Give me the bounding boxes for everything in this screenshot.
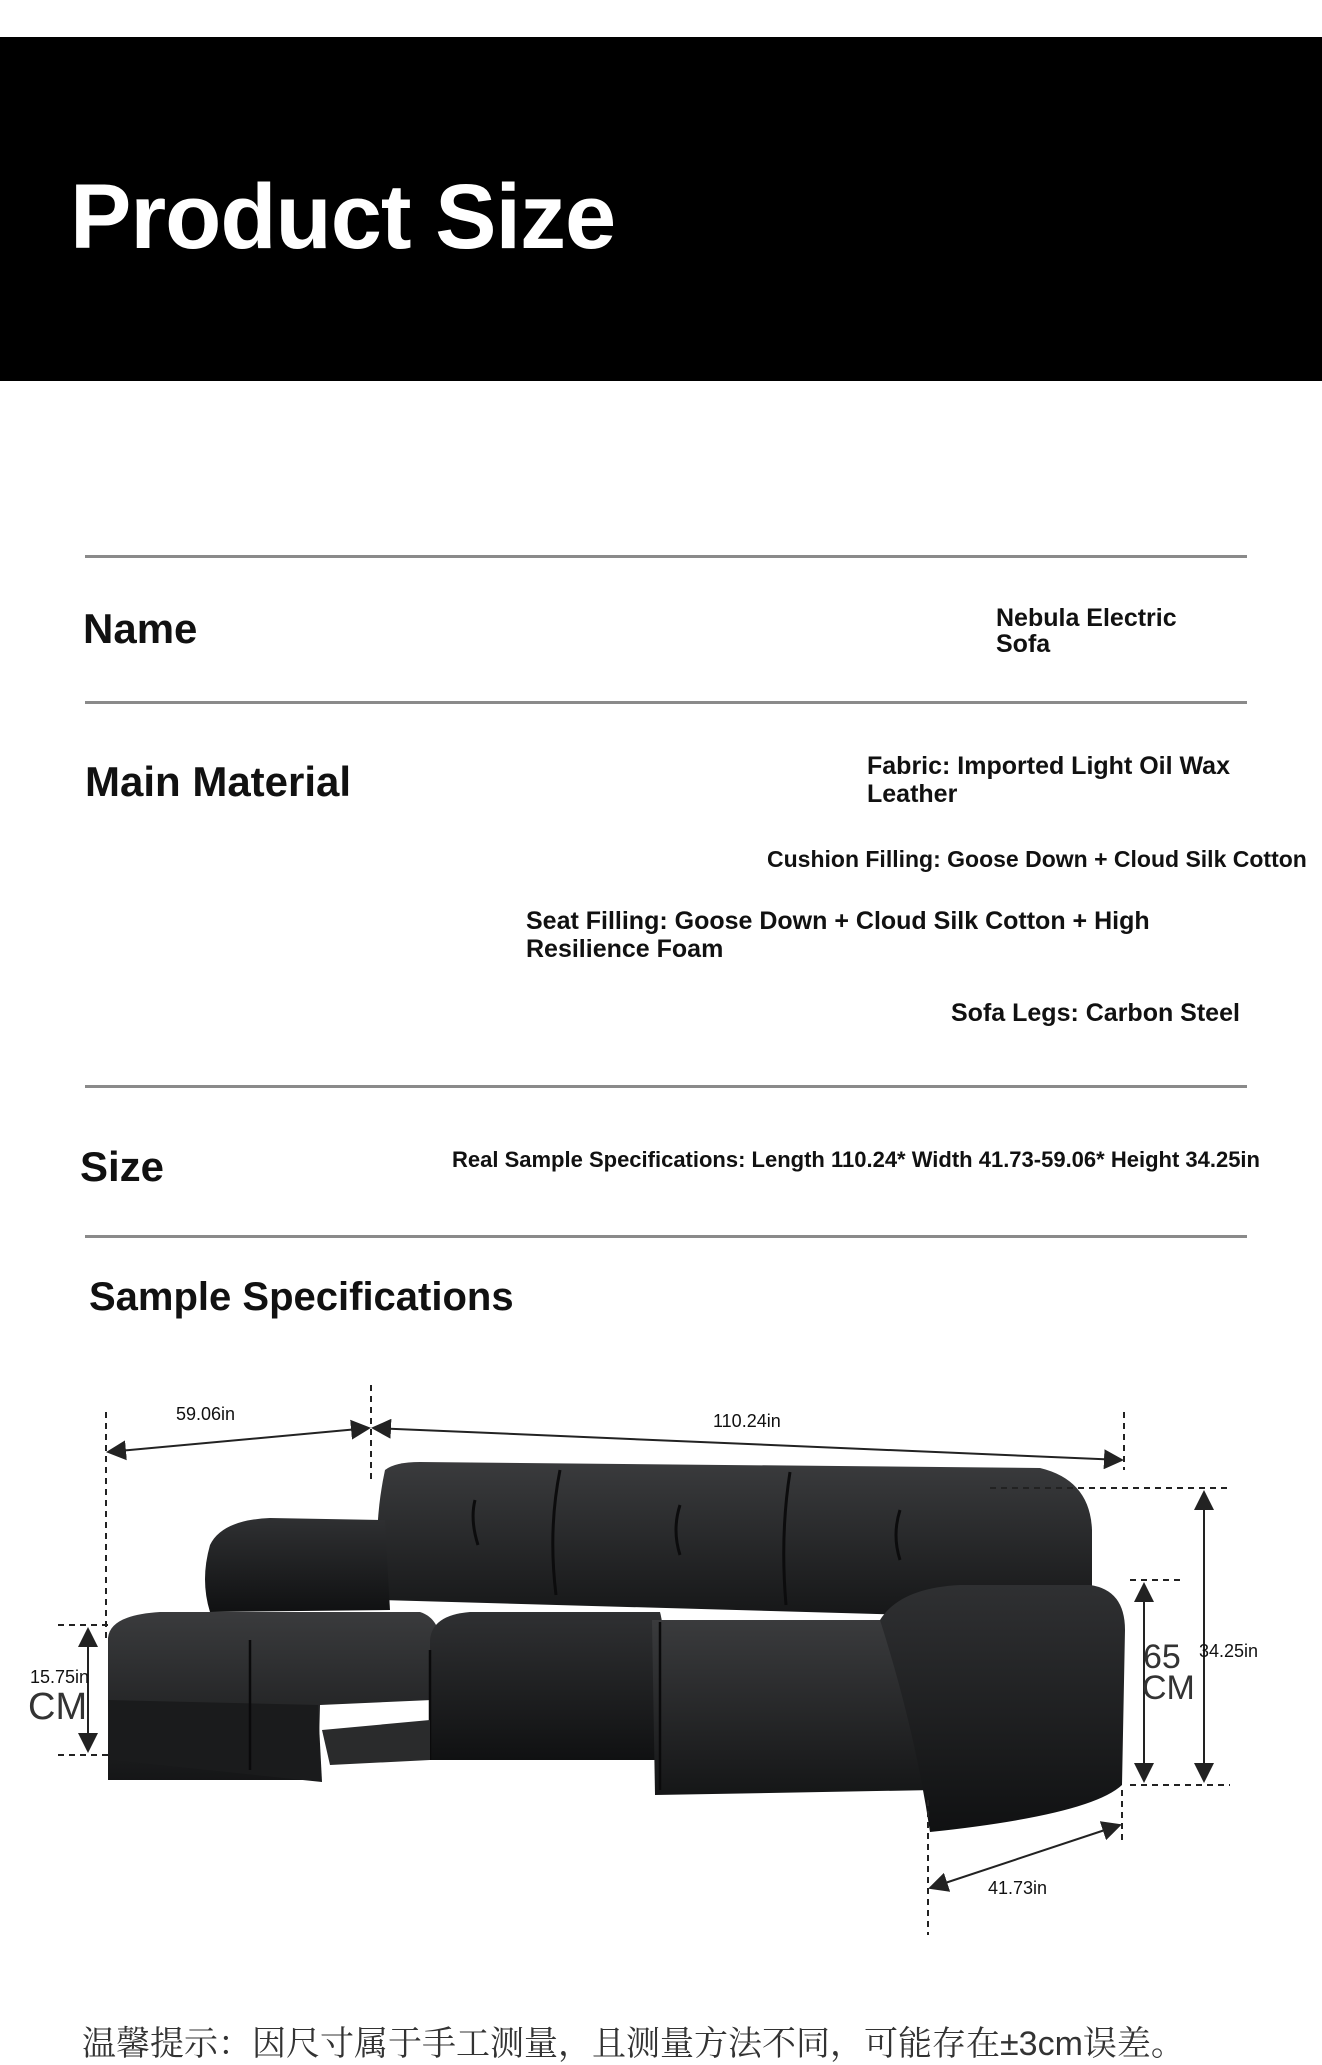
seat-filling-value: Seat Filling: Goose Down + Cloud Silk Cotton + High Resilience Foam (526, 907, 1150, 963)
height-label: 34.25in (1199, 1641, 1259, 1661)
footer-note: 温馨提示：因尺寸属于手工测量，且测量方法不同，可能存在±3cm误差。 (82, 2025, 1185, 2063)
seat-height-label: 15.75in (30, 1667, 90, 1687)
sofa-left-arm (205, 1518, 390, 1612)
size-label: Size (80, 1143, 165, 1190)
arm-height-cm-unit: CM (1142, 1669, 1195, 1707)
fabric-value: Fabric: Imported Light Oil Wax Leather (867, 752, 1230, 808)
name-value: Nebula Electric Sofa (996, 604, 1177, 658)
arm-height-cm-number: 65 (1143, 1638, 1181, 1676)
sofa-right-arm (880, 1585, 1125, 1832)
seat-height-cm-label: CM (28, 1686, 88, 1728)
size-value: Real Sample Specifications: Length 110.24* Width 41.73-59.06* Height 34.25in (452, 1147, 1260, 1172)
main-material-label: Main Material (85, 758, 352, 805)
sofa-middle-seat (430, 1612, 664, 1760)
chaise-width-label: 59.06in (176, 1404, 236, 1424)
sample-specs-title: Sample Specifications (89, 1275, 514, 1319)
name-label: Name (83, 605, 198, 652)
page-title: Product Size (70, 166, 616, 268)
sofa-legs-value: Sofa Legs: Carbon Steel (951, 999, 1240, 1027)
cushion-filling-value: Cushion Filling: Goose Down + Cloud Silk Cotton (767, 846, 1307, 872)
length-label: 110.24in (713, 1411, 781, 1431)
depth-label: 41.73in (988, 1878, 1048, 1898)
